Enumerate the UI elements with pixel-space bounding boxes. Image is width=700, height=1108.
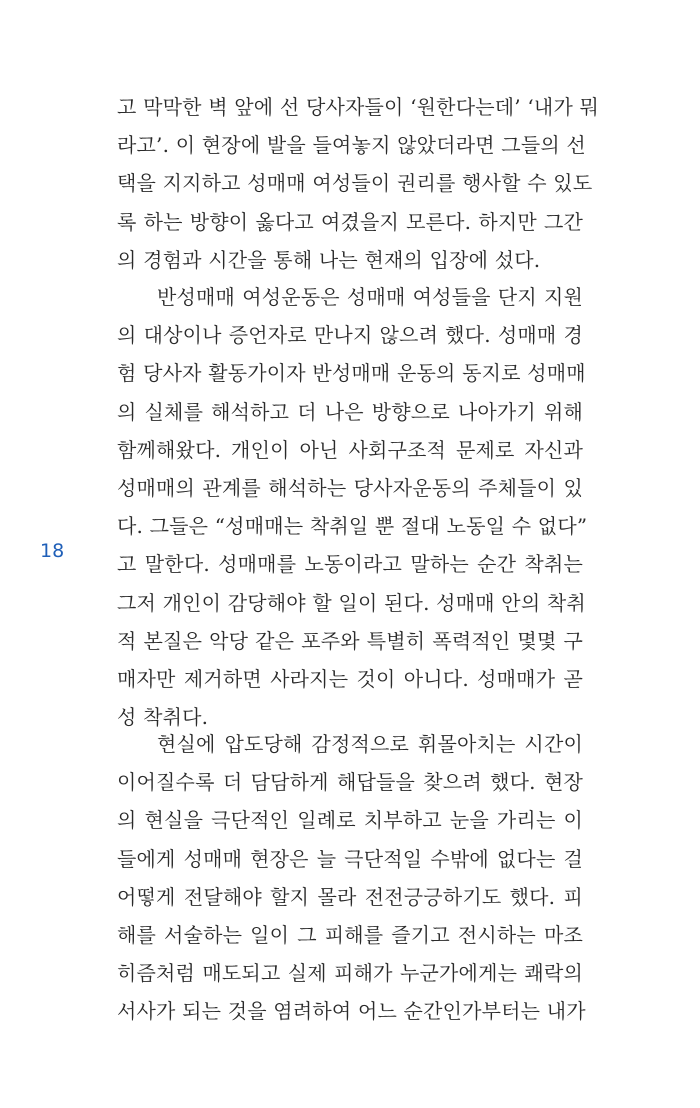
text-line: 서사가 되는 것을 염려하여 어느 순간인가부터는 내가: [117, 999, 586, 1024]
text-line: 함께해왔다. 개인이 아닌 사회구조적 문제로 자신과: [117, 437, 583, 462]
text-line: 적 본질은 악당 같은 포주와 특별히 폭력적인 몇몇 구: [117, 628, 583, 653]
text-line: 해를 서술하는 일이 그 피해를 즐기고 전시하는 마조: [117, 922, 583, 947]
text-line: 다. 그들은 “성매매는 착취일 뿐 절대 노동일 수 없다”: [117, 514, 588, 539]
text-line: 반성매매 여성운동은 성매매 여성들을 단지 지원: [157, 285, 583, 309]
text-line: 현실에 압도당해 감정적으로 휘몰아치는 시간이: [157, 732, 583, 756]
text-line: 들에게 성매매 현장은 늘 극단적일 수밖에 없다는 걸: [117, 846, 583, 871]
text-line: 의 경험과 시간을 통해 나는 현재의 입장에 섰다.: [117, 247, 541, 272]
text-line: 히즘처럼 매도되고 실제 피해가 누군가에게는 쾌락의: [117, 961, 583, 986]
text-line: 고 말한다. 성매매를 노동이라고 말하는 순간 착취는: [117, 552, 583, 577]
text-line: 성 착취다.: [117, 705, 209, 730]
text-line: 록 하는 방향이 옳다고 여겼을지 모른다. 하지만 그간: [117, 209, 583, 234]
text-line: 의 대상이나 증언자로 만나지 않으려 했다. 성매매 경: [117, 323, 583, 348]
paragraph-1: [117, 88, 600, 279]
page-number: 18: [40, 540, 65, 562]
text-line: 험 당사자 활동가이자 반성매매 운동의 동지로 성매매: [117, 361, 586, 386]
text-line: 라고’. 이 현장에 발을 들여놓지 않았더라면 그들의 선: [117, 133, 586, 158]
text-line: 의 실체를 해석하고 더 나은 방향으로 나아가기 위해: [117, 399, 583, 424]
paragraph-3: [117, 725, 586, 1031]
text-line: 고 막막한 벽 앞에 선 당사자들이 ‘원한다는데’ ‘내가 뭐: [117, 95, 600, 119]
text-line: 매자만 제거하면 사라지는 것이 아니다. 성매매가 곧: [117, 666, 583, 691]
text-line: 성매매의 관계를 해석하는 당사자운동의 주체들이 있: [117, 475, 583, 500]
paragraph-2: [117, 278, 588, 736]
text-line: 의 현실을 극단적인 일례로 치부하고 눈을 가리는 이: [117, 808, 583, 833]
text-line: 택을 지지하고 성매매 여성들이 권리를 행사할 수 있도: [117, 171, 593, 196]
text-line: 어떻게 전달해야 할지 몰라 전전긍긍하기도 했다. 피: [117, 884, 583, 909]
text-line: 그저 개인이 감당해야 할 일이 된다. 성매매 안의 착취: [117, 590, 586, 615]
text-line: 이어질수록 더 담담하게 해답들을 찾으려 했다. 현장: [117, 770, 583, 795]
